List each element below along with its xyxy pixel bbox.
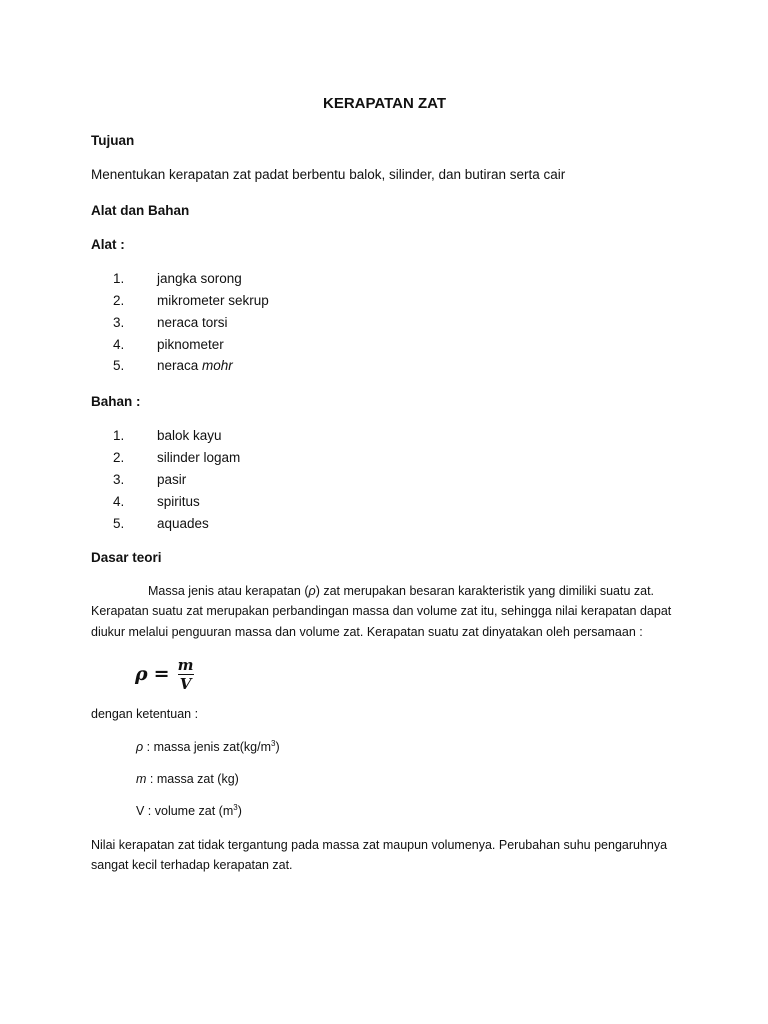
alat-heading: Alat :	[91, 237, 125, 252]
list-item	[113, 358, 233, 373]
definition-text-end: )	[237, 804, 242, 818]
closing-line: Nilai kerapatan zat tidak tergantung pada massa zat maupun volumenya. Perubahan suhu pengaruhnya	[91, 838, 668, 852]
density-formula	[135, 654, 194, 694]
list-item	[113, 494, 200, 509]
list-item	[113, 293, 269, 308]
list-number: 3.	[113, 315, 125, 330]
list-item	[113, 450, 240, 465]
list-text: piknometer	[157, 337, 224, 352]
ketentuan-heading: dengan ketentuan :	[91, 707, 199, 721]
list-text: spiritus	[157, 494, 200, 509]
m-symbol: m	[136, 772, 147, 786]
definition-m	[136, 772, 239, 786]
dasar-teori-heading: Dasar teori	[91, 550, 162, 565]
tujuan-text: Menentukan kerapatan zat padat berbentu balok, silinder, dan butiran serta cair	[91, 167, 566, 182]
list-number: 5.	[113, 358, 125, 373]
list-text: mikrometer sekrup	[157, 293, 269, 308]
list-number: 5.	[113, 516, 125, 531]
rho-symbol: ρ	[136, 740, 144, 754]
theory-line: Kerapatan suatu zat merupakan perbandingan massa dan volume zat itu, sehingga nilai kerapatan dapat	[91, 604, 672, 618]
list-number: 2.	[113, 293, 125, 308]
formula-fraction	[178, 657, 194, 692]
list-number: 1.	[113, 428, 125, 443]
theory-text: Massa jenis atau kerapatan (	[148, 584, 309, 598]
list-item	[113, 337, 224, 352]
list-item	[113, 516, 209, 531]
rho-symbol: ρ	[308, 584, 316, 598]
list-text: balok kayu	[157, 428, 222, 443]
list-text-italic: mohr	[202, 358, 233, 373]
definition-rho	[136, 740, 280, 754]
list-item	[113, 271, 242, 286]
formula-rho: ρ	[135, 663, 148, 685]
list-number: 4.	[113, 494, 125, 509]
list-item	[113, 428, 222, 443]
definition-text: : massa jenis zat(kg/m	[143, 740, 271, 754]
list-number: 3.	[113, 472, 125, 487]
list-number: 4.	[113, 337, 125, 352]
definition-text: V : volume zat (m	[136, 804, 234, 818]
list-text: aquades	[157, 516, 209, 531]
definition-text-end: )	[275, 740, 280, 754]
superscript: 3	[271, 738, 276, 748]
list-text: neraca torsi	[157, 315, 228, 330]
definition-text: : massa zat (kg)	[146, 772, 239, 786]
list-number: 1.	[113, 271, 125, 286]
list-text: jangka sorong	[157, 271, 242, 286]
list-number: 2.	[113, 450, 125, 465]
theory-text: ) zat merupakan besaran karakteristik yang dimiliki suatu zat.	[315, 584, 655, 598]
bahan-heading: Bahan :	[91, 394, 141, 409]
list-item	[113, 315, 228, 330]
list-text: neraca	[157, 358, 203, 373]
alat-bahan-heading: Alat dan Bahan	[91, 203, 190, 218]
tujuan-heading: Tujuan	[91, 133, 135, 148]
definition-v	[136, 804, 242, 818]
theory-line	[148, 584, 654, 598]
superscript: 3	[233, 802, 238, 812]
formula-denominator: V	[179, 674, 192, 693]
list-text: pasir	[157, 472, 187, 487]
list-item	[113, 472, 186, 487]
formula-equals: =	[153, 663, 170, 685]
page-title: KERAPATAN ZAT	[323, 95, 447, 112]
theory-line: diukur melalui penguuran massa dan volume zat. Kerapatan suatu zat dinyatakan oleh persamaan :	[91, 625, 643, 639]
formula-numerator: m	[177, 655, 194, 674]
closing-line: sangat kecil terhadap kerapatan zat.	[91, 858, 293, 872]
list-text: silinder logam	[157, 450, 241, 465]
